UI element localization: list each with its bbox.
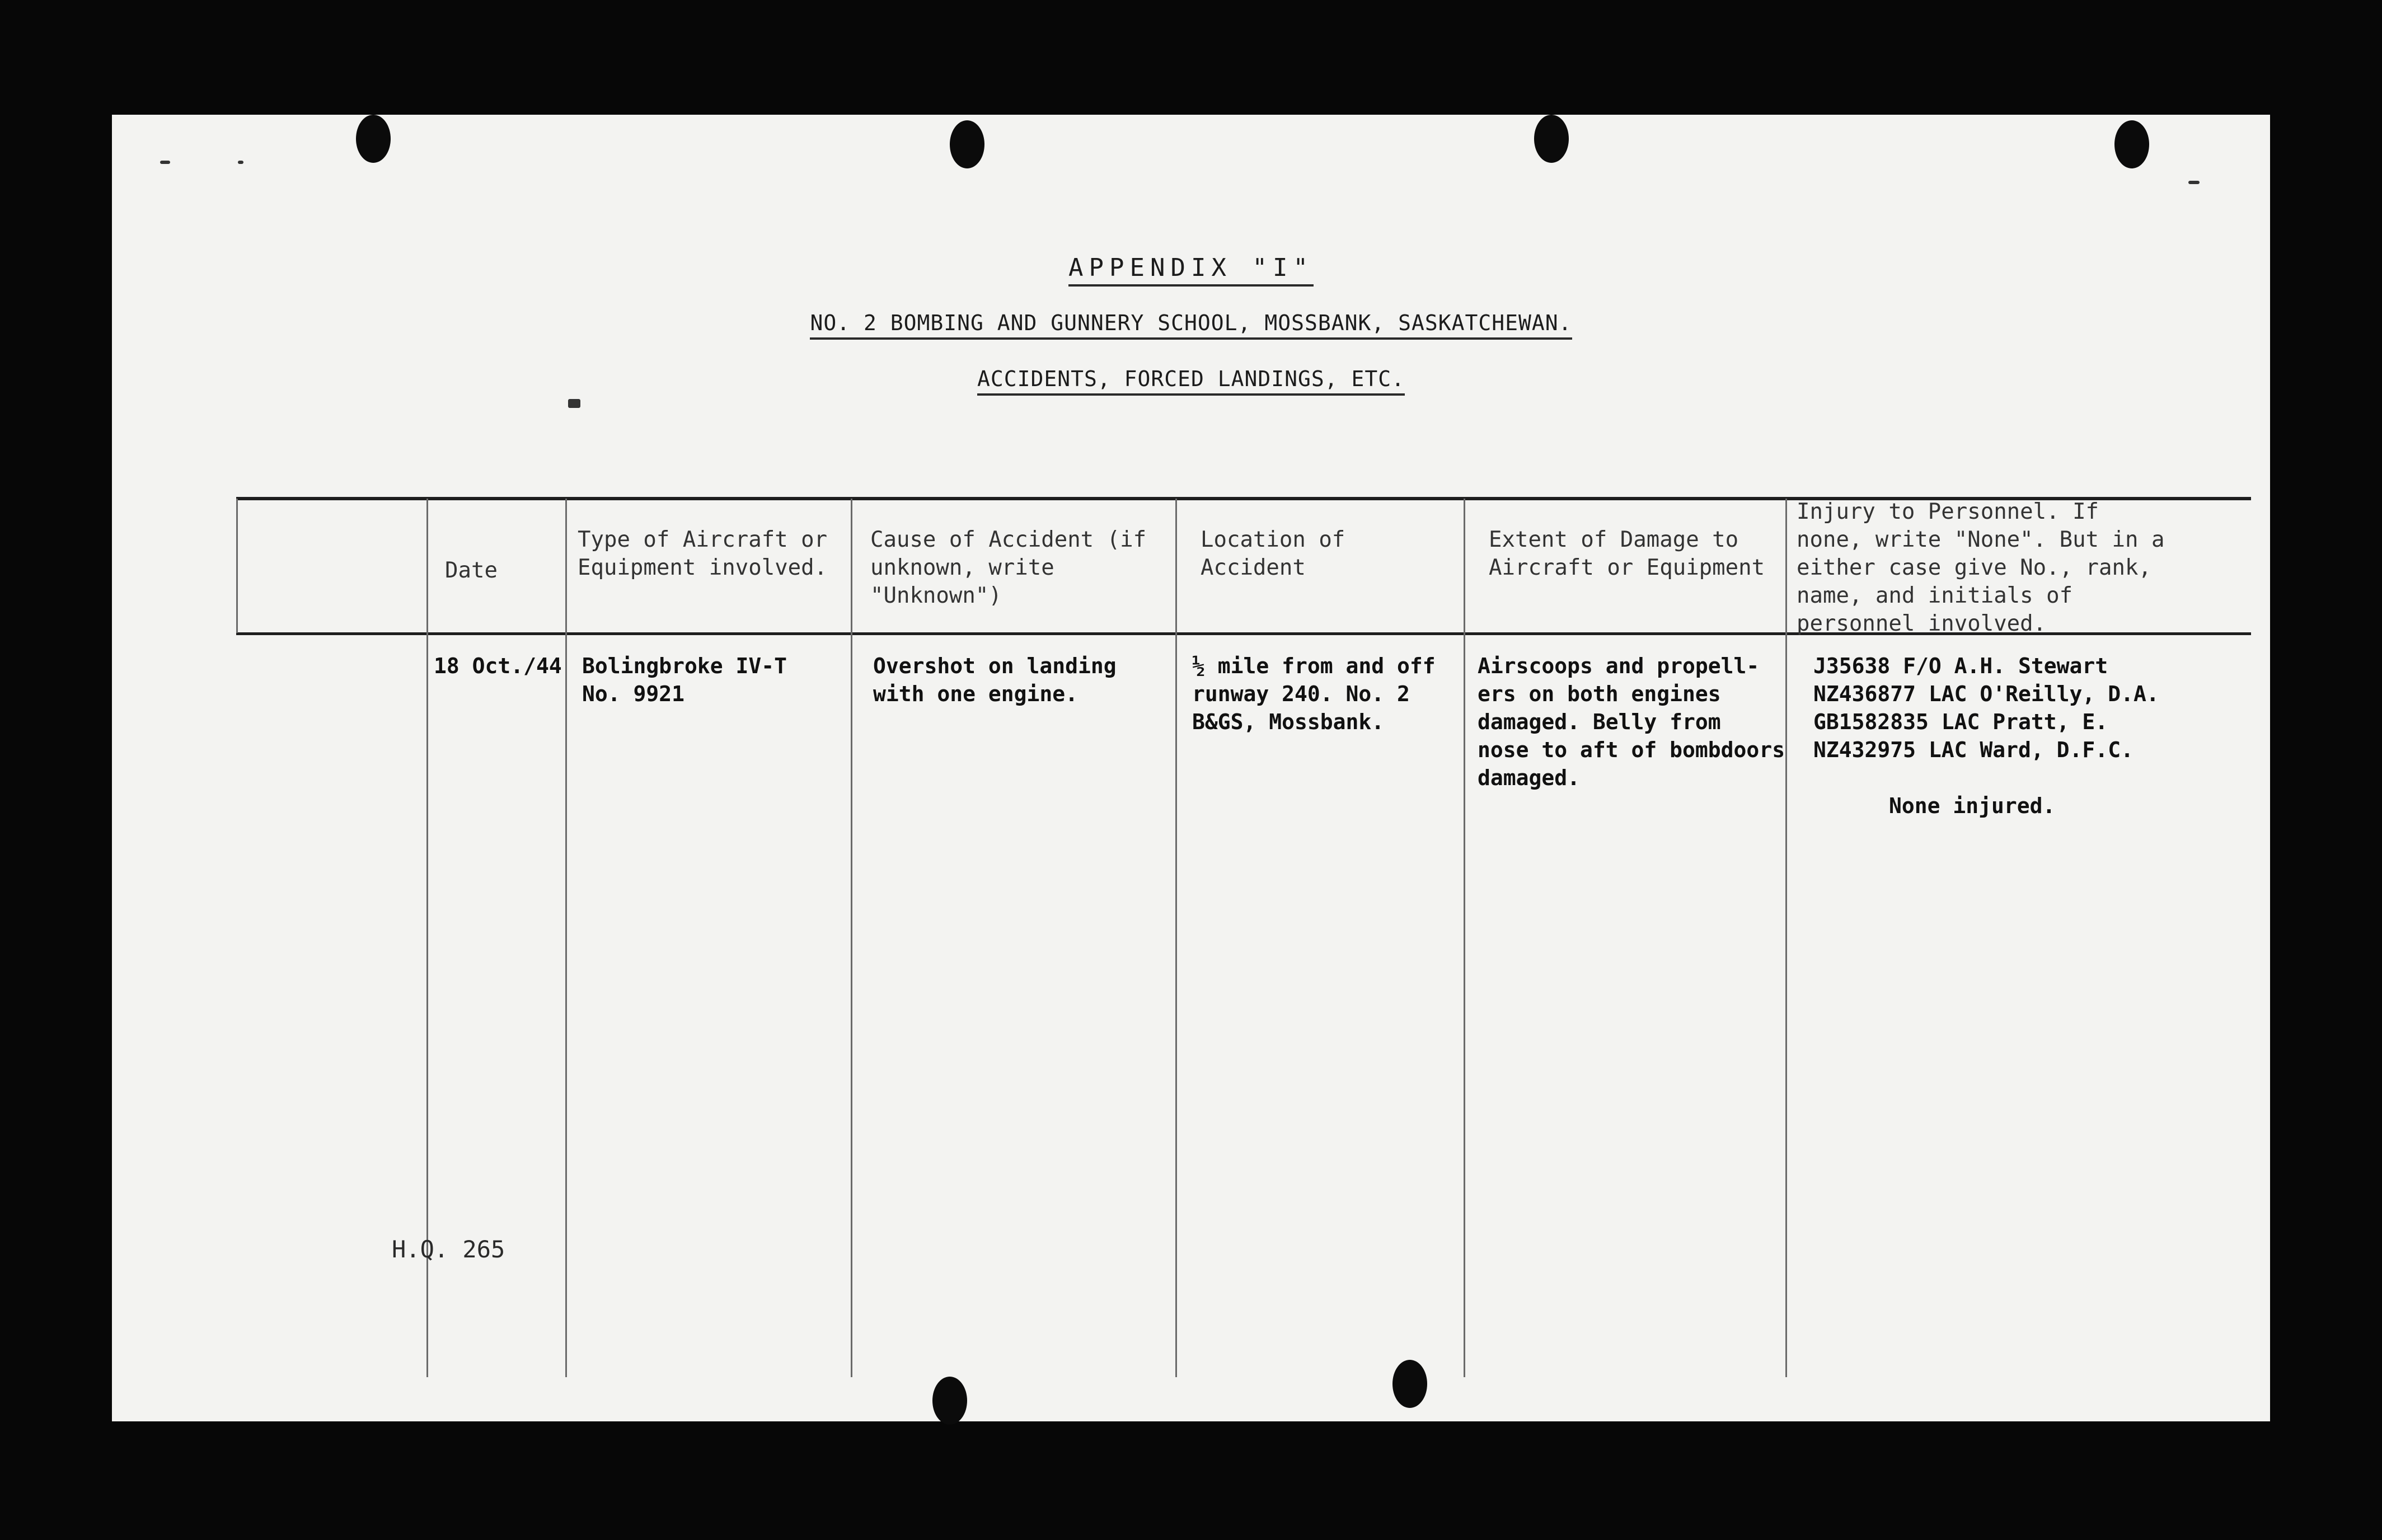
- header-location: Location of Accident: [1201, 527, 1345, 580]
- header-aircraft: Type of Aircraft or Equipment involved.: [578, 527, 828, 580]
- appendix-title: APPENDIX "I": [112, 253, 2270, 282]
- column-divider: [1175, 499, 1177, 1377]
- row-injury-personnel: J35638 F/O A.H. Stewart NZ436877 LAC O'Reilly, D.A. GB1582835 LAC Pratt, E. NZ432975 LAC Ward, D.F.C.: [1813, 654, 2159, 762]
- header-injury: Injury to Personnel. If none, write "None". But in a either case give No., rank, name, and initials of personnel involved.: [1797, 499, 2165, 636]
- punch-hole: [950, 120, 984, 168]
- speck: [2188, 181, 2200, 184]
- row-injury-summary: None injured.: [1889, 794, 2056, 818]
- header-cause: Cause of Accident (if unknown, write "Unknown"): [870, 527, 1147, 608]
- speck: [238, 161, 243, 164]
- punch-hole: [1534, 115, 1569, 163]
- punch-hole: [1392, 1360, 1427, 1408]
- column-divider: [565, 499, 567, 1377]
- header-date: Date: [445, 558, 498, 583]
- row-date: 18 Oct./44: [434, 654, 562, 678]
- punch-hole: [356, 115, 391, 163]
- file-reference: H.Q. 265: [392, 1236, 505, 1263]
- punch-hole: [2114, 120, 2149, 168]
- document-page: [112, 115, 2270, 1421]
- speck: [160, 161, 170, 164]
- header-damage: Extent of Damage to Aircraft or Equipment: [1489, 527, 1765, 580]
- subject-heading: ACCIDENTS, FORCED LANDINGS, ETC.: [112, 367, 2270, 391]
- speck: [568, 399, 580, 408]
- row-damage: Airscoops and propell- ers on both engines damaged. Belly from nose to aft of bombdoors damaged.: [1478, 654, 1785, 790]
- punch-hole: [932, 1377, 967, 1425]
- school-heading: NO. 2 BOMBING AND GUNNERY SCHOOL, MOSSBANK, SASKATCHEWAN.: [112, 311, 2270, 335]
- row-cause: Overshot on landing with one engine.: [873, 654, 1117, 706]
- column-divider: [1785, 499, 1787, 1377]
- column-divider: [1464, 499, 1465, 1377]
- column-divider: [236, 499, 238, 633]
- column-divider: [851, 499, 852, 1377]
- row-aircraft: Bolingbroke IV-T No. 9921: [582, 654, 787, 706]
- row-location: ½ mile from and off runway 240. No. 2 B&GS, Mossbank.: [1192, 654, 1436, 734]
